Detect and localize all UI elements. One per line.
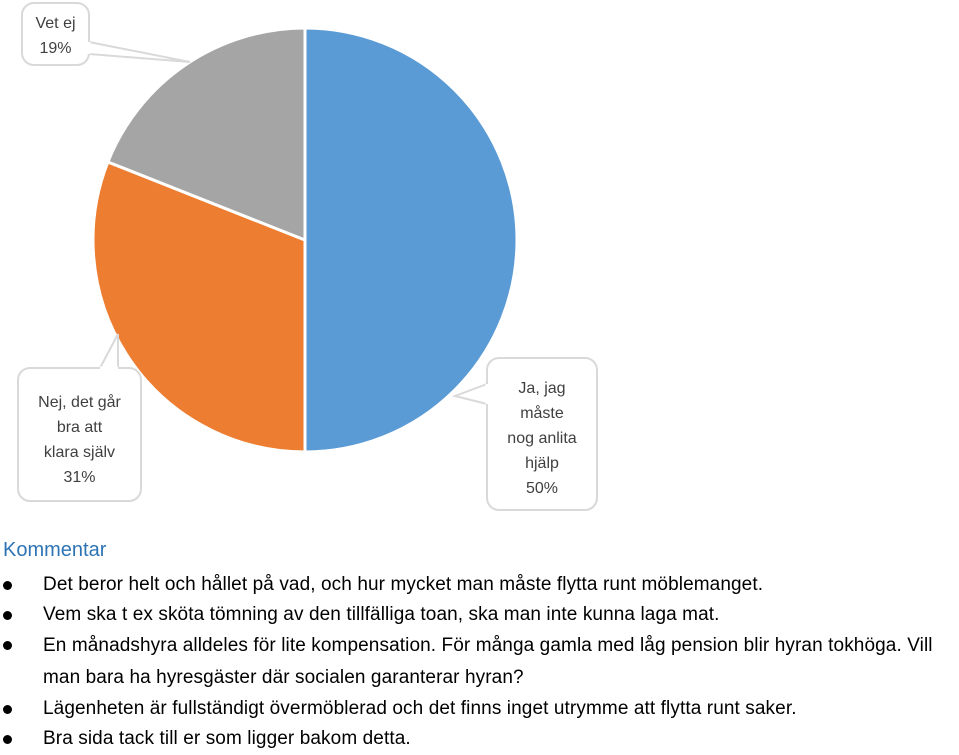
comment-item: Bra sida tack till er som ligger bakom detta. <box>0 724 959 754</box>
comment-item: Det beror helt och hållet på vad, och hur mycket man måste flytta runt möblemanget. <box>0 570 959 600</box>
slice-label-line: hjälp <box>525 455 559 472</box>
slice-label-line: Vet ej <box>35 15 76 32</box>
comment-item: Lägenheten är fullständigt övermöblerad och det finns inget utrymme att flytta runt saker. <box>0 694 959 724</box>
bullet-icon <box>3 735 12 744</box>
comments-list <box>0 570 959 754</box>
slice-label-line: 19% <box>39 40 72 57</box>
bullet-icon <box>3 641 12 650</box>
callout-1 <box>18 334 141 501</box>
slice-label-line: 31% <box>63 469 96 486</box>
slice-label-line: Nej, det går <box>38 394 121 411</box>
callout-pointer <box>100 334 118 368</box>
slice-label-line: nog anlita <box>507 430 577 447</box>
slice-label-line: 50% <box>525 480 559 497</box>
slice-label-line: Ja, jag <box>518 380 566 397</box>
slice-label-line: klara själv <box>43 444 116 461</box>
bullet-icon <box>3 705 12 714</box>
pie-slices <box>93 28 517 452</box>
slice-label-line: bra att <box>56 419 103 436</box>
callout-2 <box>22 3 190 65</box>
bullet-icon <box>3 611 12 620</box>
bullet-icon <box>3 581 12 590</box>
comment-item: Vem ska t ex sköta tömning av den tillfälliga toan, ska man inte kunna laga mat. <box>0 600 959 630</box>
callout-0 <box>455 358 597 510</box>
comment-item: En månadshyra alldeles för lite kompensation. För många gamla med låg pension blir hyran tokhöga. Vill man bara ha hyresgäster där socialen garanterar hyran? <box>0 630 959 694</box>
comments-heading: Kommentar <box>3 539 107 561</box>
slice-label-line: måste <box>520 405 564 422</box>
callout-pointer <box>89 42 190 62</box>
